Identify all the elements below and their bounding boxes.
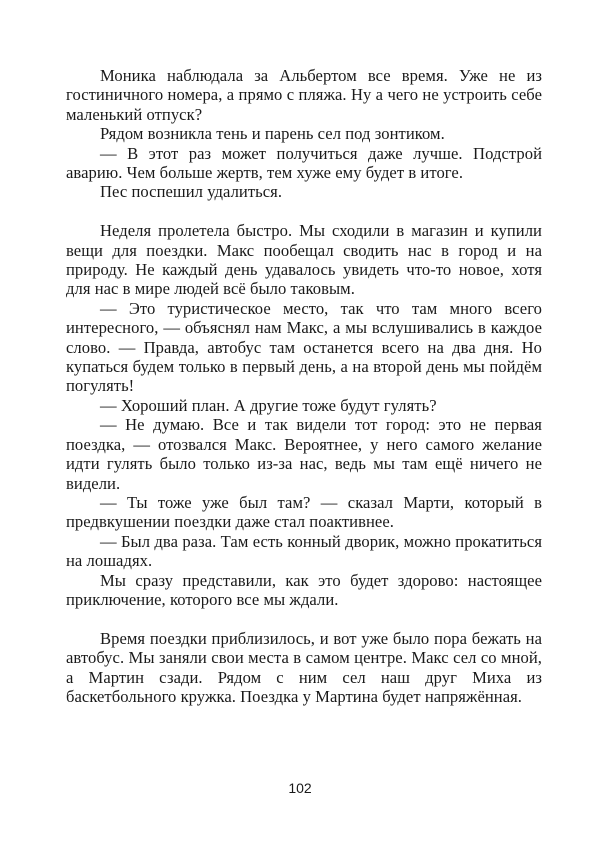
paragraph: Пес поспешил удалиться. <box>100 182 283 202</box>
paragraph: Рядом возникла тень и парень сел под зонтиком. <box>100 124 445 144</box>
paragraph: Время поездки приблизилось, и вот уже было пора бежать на автобус. Мы заняли свои места в самом центре. Макс сел со мной, а Мартин сзади. Рядом с ним сел наш друг Миха из баскетбольного кружка. Поездка у Мартина будет напряжённая. <box>66 628 542 706</box>
paragraph: — Ты тоже уже был там? — сказал Марти, который в предвкушении поездки даже стал поактивнее. <box>66 492 542 532</box>
paragraph: — Это туристическое место, так что там много всего интересного, — объяснял нам Макс, а мы вслушивались в каждое слово. — Правда, автобус там останется всего на два дня. Но купаться будем только в первый день, а на второй день мы пойдём погулять! <box>66 298 542 396</box>
paragraph: — Хороший план. А другие тоже будут гулять? <box>100 395 437 415</box>
paragraph: — Был два раза. Там есть конный дворик, можно прокатиться на лошадях. <box>66 531 542 571</box>
paragraph: — Не думаю. Все и так видели тот город: это не первая поездка, — отозвался Макс. Вероятнее, у него самого желание идти гулять было только из-за нас, ведь мы там ещё ничего не видели. <box>66 415 542 493</box>
paragraph: Неделя пролетела быстро. Мы сходили в магазин и купили вещи для поездки. Макс пообещал сводить нас в город и на природу. Не каждый день удавалось увидеть что-то новое, хотя для нас в мире людей всё было таковым. <box>66 221 542 299</box>
section-break <box>66 609 542 628</box>
paragraph: — В этот раз может получиться даже лучше. Подстрой аварию. Чем больше жертв, тем хуже ему будет в итоге. <box>66 143 542 183</box>
page-number: 102 <box>288 780 312 796</box>
paragraph: Моника наблюдала за Альбертом все время. Уже не из гостиничного номера, а прямо с пляжа. Ну а чего не устроить себе маленький отпуск? <box>66 66 542 124</box>
page-body-text <box>66 66 542 706</box>
paragraph: Мы сразу представили, как это будет здорово: настоящее приключение, которого все мы ждали. <box>66 570 542 609</box>
section-break <box>66 202 542 221</box>
